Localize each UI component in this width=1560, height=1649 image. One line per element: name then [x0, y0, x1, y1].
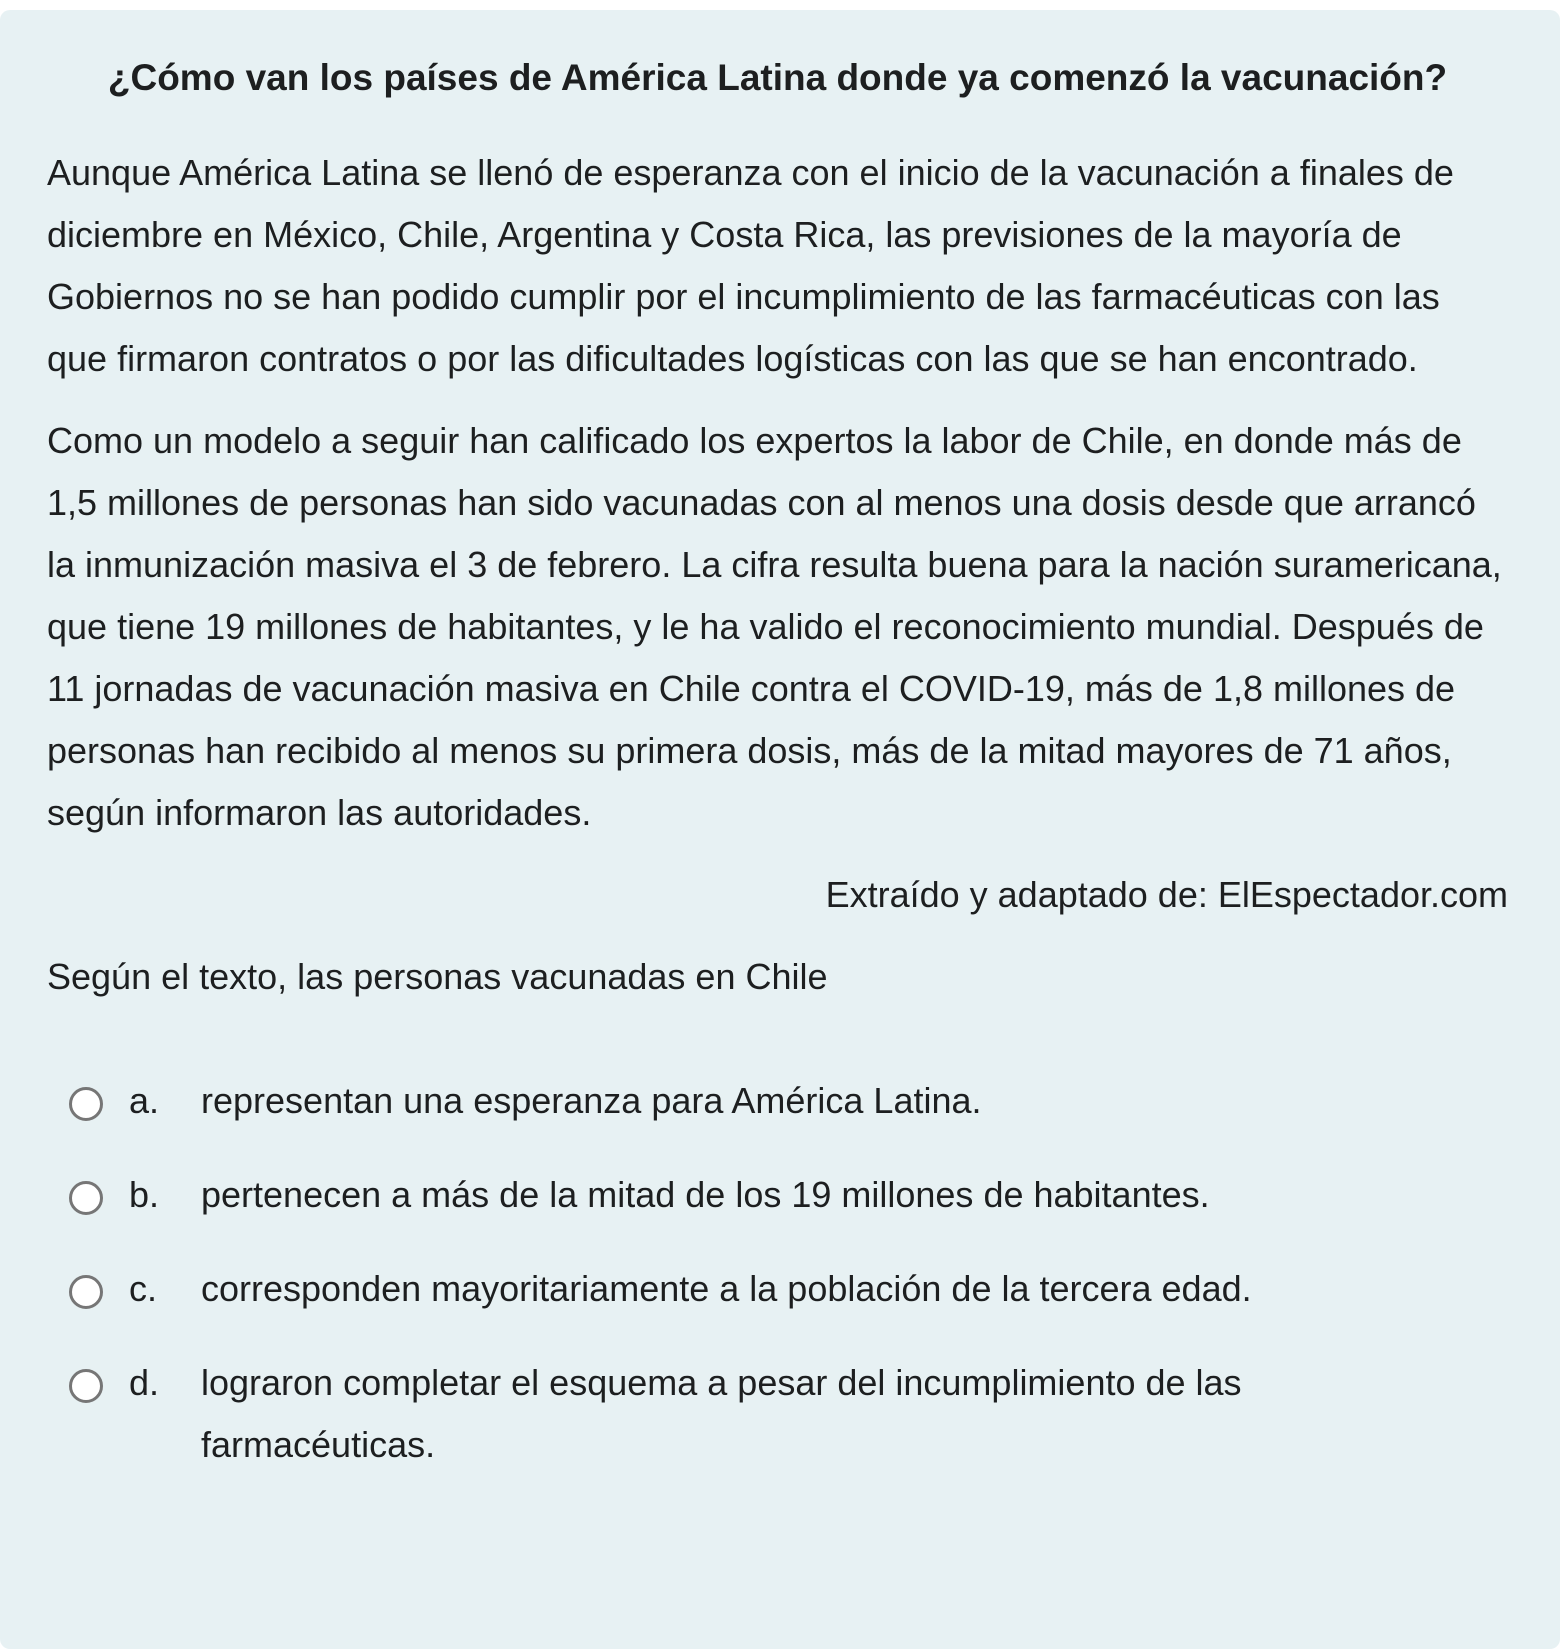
answer-option-a[interactable] — [47, 1070, 1508, 1132]
option-letter-a: a. — [129, 1080, 160, 1121]
radio-button-b[interactable] — [69, 1181, 103, 1215]
option-text-a: representan una esperanza para América Latina. — [201, 1080, 982, 1121]
option-letter-c: c. — [129, 1268, 158, 1309]
answer-option-b[interactable] — [47, 1164, 1508, 1226]
option-text-b: pertenecen a más de la mitad de los 19 millones de habitantes. — [201, 1174, 1210, 1215]
passage-paragraph-2: Como un modelo a seguir han calificado los expertos la labor de Chile, en donde más de 1,5 millones de personas han sido vacunadas con al menos una dosis desde que arrancó la inmunización masiva el 3 de febrero. La cifra resulta buena para la nación suramericana, que tiene 19 millones de habitantes, y le ha valido el reconocimiento mundial. Después de 11 jornadas de vacunación masiva en Chile contra el COVID-19, más de 1,8 millones de personas han recibido al menos su primera dosis, más de la mitad mayores de 71 años, según informaron las autoridades. — [47, 420, 1502, 833]
question-prompt: Según el texto, las personas vacunadas en Chile — [47, 956, 828, 997]
answer-option-d[interactable] — [47, 1352, 1508, 1476]
option-letter-b: b. — [129, 1174, 160, 1215]
source-credit: Extraído y adaptado de: ElEspectador.com — [825, 874, 1508, 915]
option-text-d: lograron completar el esquema a pesar del incumplimiento de las farmacéuticas. — [201, 1362, 1242, 1465]
question-title: ¿Cómo van los países de América Latina donde ya comenzó la vacunación? — [107, 57, 1448, 98]
answer-options — [47, 1070, 1508, 1476]
radio-button-a[interactable] — [69, 1087, 103, 1121]
option-letter-d: d. — [129, 1362, 160, 1403]
answer-option-c[interactable] — [47, 1258, 1508, 1320]
question-card — [0, 10, 1560, 1649]
option-text-c: corresponden mayoritariamente a la población de la tercera edad. — [201, 1268, 1252, 1309]
radio-button-d[interactable] — [69, 1369, 103, 1403]
radio-button-c[interactable] — [69, 1275, 103, 1309]
passage-paragraph-1: Aunque América Latina se llenó de esperanza con el inicio de la vacunación a finales de diciembre en México, Chile, Argentina y Costa Rica, las previsiones de la mayoría de Gobiernos no se han podido cumplir por el incumplimiento de las farmacéuticas con las que firmaron contratos o por las dificultades logísticas con las que se han encontrado. — [47, 152, 1454, 379]
